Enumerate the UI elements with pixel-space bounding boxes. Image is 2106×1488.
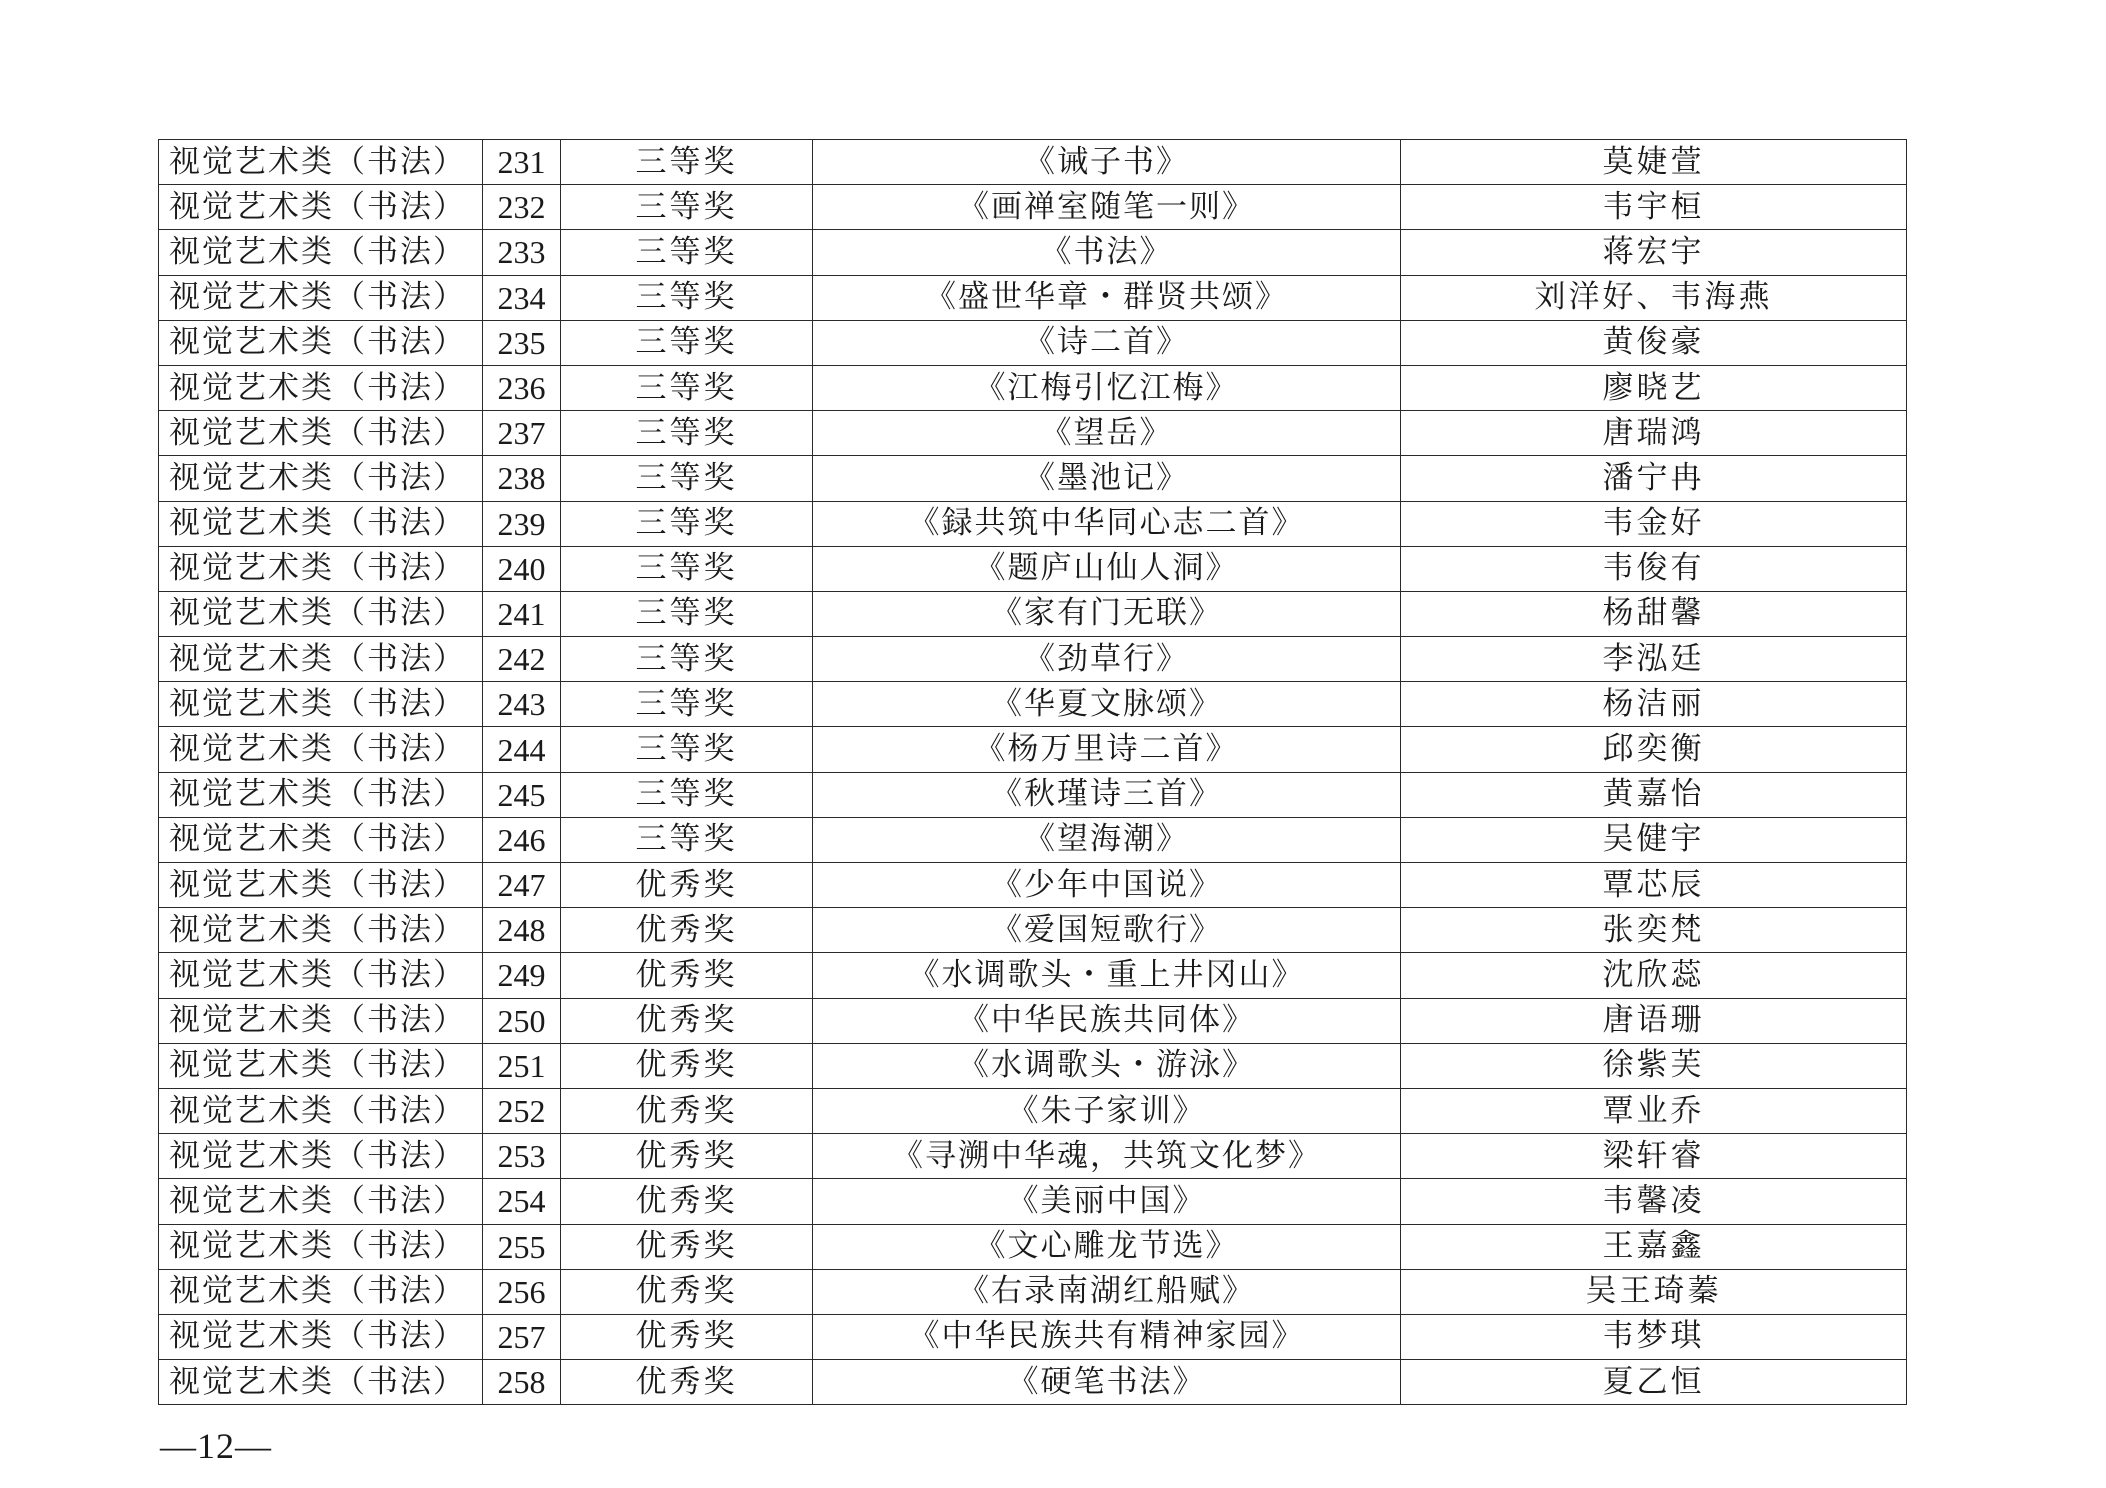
- award-level-cell: 三等奖: [561, 411, 813, 456]
- award-level-cell: 三等奖: [561, 456, 813, 501]
- number-cell: 258: [483, 1360, 561, 1405]
- category-cell: 视觉艺术类（书法）: [159, 1269, 483, 1314]
- number-cell: 239: [483, 501, 561, 546]
- number-cell: 241: [483, 591, 561, 636]
- award-level-cell: 三等奖: [561, 501, 813, 546]
- table-row: [159, 1134, 1907, 1179]
- author-cell: 杨洁丽: [1401, 682, 1907, 727]
- award-level-cell: 三等奖: [561, 727, 813, 772]
- category-cell: 视觉艺术类（书法）: [159, 1134, 483, 1179]
- award-level-cell: 优秀奖: [561, 1314, 813, 1359]
- page-number: —12—: [160, 1426, 272, 1466]
- table-row: [159, 546, 1907, 591]
- table-row: [159, 1314, 1907, 1359]
- number-cell: 233: [483, 230, 561, 275]
- category-cell: 视觉艺术类（书法）: [159, 456, 483, 501]
- category-cell: 视觉艺术类（书法）: [159, 1088, 483, 1133]
- award-level-cell: 优秀奖: [561, 953, 813, 998]
- award-level-cell: 三等奖: [561, 637, 813, 682]
- category-cell: 视觉艺术类（书法）: [159, 230, 483, 275]
- table-row: [159, 1179, 1907, 1224]
- author-cell: 杨甜馨: [1401, 591, 1907, 636]
- category-cell: 视觉艺术类（书法）: [159, 140, 483, 185]
- award-level-cell: 优秀奖: [561, 1179, 813, 1224]
- author-cell: 徐紫芙: [1401, 1043, 1907, 1088]
- award-level-cell: 三等奖: [561, 682, 813, 727]
- work-title-cell: 《诫子书》: [813, 140, 1401, 185]
- award-level-cell: 三等奖: [561, 185, 813, 230]
- author-cell: 沈欣蕊: [1401, 953, 1907, 998]
- work-title-cell: 《诗二首》: [813, 320, 1401, 365]
- table-row: [159, 908, 1907, 953]
- author-cell: 廖晓艺: [1401, 365, 1907, 410]
- work-title-cell: 《録共筑中华同心志二首》: [813, 501, 1401, 546]
- category-cell: 视觉艺术类（书法）: [159, 908, 483, 953]
- author-cell: 覃业乔: [1401, 1088, 1907, 1133]
- author-cell: 黄嘉怡: [1401, 772, 1907, 817]
- award-level-cell: 优秀奖: [561, 998, 813, 1043]
- table-row: [159, 185, 1907, 230]
- work-title-cell: 《硬笔书法》: [813, 1360, 1401, 1405]
- author-cell: 蒋宏宇: [1401, 230, 1907, 275]
- work-title-cell: 《书法》: [813, 230, 1401, 275]
- table-row: [159, 817, 1907, 862]
- number-cell: 253: [483, 1134, 561, 1179]
- number-cell: 256: [483, 1269, 561, 1314]
- table-row: [159, 1088, 1907, 1133]
- award-level-cell: 优秀奖: [561, 1269, 813, 1314]
- table-row: [159, 230, 1907, 275]
- author-cell: 李泓廷: [1401, 637, 1907, 682]
- number-cell: 235: [483, 320, 561, 365]
- number-cell: 238: [483, 456, 561, 501]
- author-cell: 王嘉鑫: [1401, 1224, 1907, 1269]
- author-cell: 吴王琦蓁: [1401, 1269, 1907, 1314]
- work-title-cell: 《画禅室随笔一则》: [813, 185, 1401, 230]
- work-title-cell: 《美丽中国》: [813, 1179, 1401, 1224]
- award-level-cell: 三等奖: [561, 591, 813, 636]
- work-title-cell: 《杨万里诗二首》: [813, 727, 1401, 772]
- number-cell: 243: [483, 682, 561, 727]
- author-cell: 韦俊有: [1401, 546, 1907, 591]
- category-cell: 视觉艺术类（书法）: [159, 1224, 483, 1269]
- work-title-cell: 《江梅引忆江梅》: [813, 365, 1401, 410]
- table-row: [159, 140, 1907, 185]
- award-level-cell: 优秀奖: [561, 1134, 813, 1179]
- category-cell: 视觉艺术类（书法）: [159, 953, 483, 998]
- table-row: [159, 1043, 1907, 1088]
- table-row: [159, 275, 1907, 320]
- category-cell: 视觉艺术类（书法）: [159, 682, 483, 727]
- work-title-cell: 《中华民族共同体》: [813, 998, 1401, 1043]
- category-cell: 视觉艺术类（书法）: [159, 501, 483, 546]
- author-cell: 莫婕萱: [1401, 140, 1907, 185]
- award-level-cell: 三等奖: [561, 772, 813, 817]
- author-cell: 潘宁冉: [1401, 456, 1907, 501]
- category-cell: 视觉艺术类（书法）: [159, 817, 483, 862]
- work-title-cell: 《家有门无联》: [813, 591, 1401, 636]
- award-level-cell: 三等奖: [561, 320, 813, 365]
- number-cell: 242: [483, 637, 561, 682]
- table-row: [159, 863, 1907, 908]
- author-cell: 韦馨凌: [1401, 1179, 1907, 1224]
- work-title-cell: 《劲草行》: [813, 637, 1401, 682]
- category-cell: 视觉艺术类（书法）: [159, 411, 483, 456]
- category-cell: 视觉艺术类（书法）: [159, 1314, 483, 1359]
- category-cell: 视觉艺术类（书法）: [159, 1179, 483, 1224]
- number-cell: 236: [483, 365, 561, 410]
- table-row: [159, 411, 1907, 456]
- work-title-cell: 《盛世华章・群贤共颂》: [813, 275, 1401, 320]
- work-title-cell: 《右录南湖红船赋》: [813, 1269, 1401, 1314]
- awards-table-body: [159, 140, 1907, 1405]
- table-row: [159, 727, 1907, 772]
- award-level-cell: 优秀奖: [561, 908, 813, 953]
- number-cell: 252: [483, 1088, 561, 1133]
- award-level-cell: 三等奖: [561, 275, 813, 320]
- category-cell: 视觉艺术类（书法）: [159, 1360, 483, 1405]
- author-cell: 夏乙恒: [1401, 1360, 1907, 1405]
- author-cell: 张奕梵: [1401, 908, 1907, 953]
- author-cell: 韦宇桓: [1401, 185, 1907, 230]
- work-title-cell: 《秋瑾诗三首》: [813, 772, 1401, 817]
- work-title-cell: 《水调歌头・重上井冈山》: [813, 953, 1401, 998]
- number-cell: 245: [483, 772, 561, 817]
- table-row: [159, 682, 1907, 727]
- category-cell: 视觉艺术类（书法）: [159, 185, 483, 230]
- work-title-cell: 《华夏文脉颂》: [813, 682, 1401, 727]
- category-cell: 视觉艺术类（书法）: [159, 320, 483, 365]
- table-row: [159, 1360, 1907, 1405]
- table-row: [159, 501, 1907, 546]
- category-cell: 视觉艺术类（书法）: [159, 365, 483, 410]
- table-row: [159, 998, 1907, 1043]
- number-cell: 255: [483, 1224, 561, 1269]
- category-cell: 视觉艺术类（书法）: [159, 591, 483, 636]
- work-title-cell: 《爱国短歌行》: [813, 908, 1401, 953]
- number-cell: 231: [483, 140, 561, 185]
- table-row: [159, 772, 1907, 817]
- category-cell: 视觉艺术类（书法）: [159, 546, 483, 591]
- award-level-cell: 优秀奖: [561, 1043, 813, 1088]
- author-cell: 唐瑞鸿: [1401, 411, 1907, 456]
- number-cell: 257: [483, 1314, 561, 1359]
- number-cell: 248: [483, 908, 561, 953]
- table-row: [159, 953, 1907, 998]
- number-cell: 240: [483, 546, 561, 591]
- number-cell: 232: [483, 185, 561, 230]
- table-row: [159, 591, 1907, 636]
- table-row: [159, 456, 1907, 501]
- award-level-cell: 三等奖: [561, 546, 813, 591]
- award-level-cell: 三等奖: [561, 230, 813, 275]
- number-cell: 250: [483, 998, 561, 1043]
- work-title-cell: 《少年中国说》: [813, 863, 1401, 908]
- work-title-cell: 《文心雕龙节选》: [813, 1224, 1401, 1269]
- work-title-cell: 《望岳》: [813, 411, 1401, 456]
- work-title-cell: 《朱子家训》: [813, 1088, 1401, 1133]
- number-cell: 237: [483, 411, 561, 456]
- award-level-cell: 三等奖: [561, 140, 813, 185]
- work-title-cell: 《中华民族共有精神家园》: [813, 1314, 1401, 1359]
- number-cell: 246: [483, 817, 561, 862]
- category-cell: 视觉艺术类（书法）: [159, 727, 483, 772]
- work-title-cell: 《寻溯中华魂，共筑文化梦》: [813, 1134, 1401, 1179]
- table-row: [159, 1224, 1907, 1269]
- award-level-cell: 三等奖: [561, 365, 813, 410]
- work-title-cell: 《望海潮》: [813, 817, 1401, 862]
- category-cell: 视觉艺术类（书法）: [159, 1043, 483, 1088]
- work-title-cell: 《水调歌头・游泳》: [813, 1043, 1401, 1088]
- author-cell: 刘洋好、韦海燕: [1401, 275, 1907, 320]
- number-cell: 254: [483, 1179, 561, 1224]
- number-cell: 244: [483, 727, 561, 772]
- award-level-cell: 优秀奖: [561, 1360, 813, 1405]
- category-cell: 视觉艺术类（书法）: [159, 998, 483, 1043]
- award-level-cell: 优秀奖: [561, 1224, 813, 1269]
- award-level-cell: 优秀奖: [561, 1088, 813, 1133]
- number-cell: 251: [483, 1043, 561, 1088]
- category-cell: 视觉艺术类（书法）: [159, 772, 483, 817]
- author-cell: 唐语珊: [1401, 998, 1907, 1043]
- table-row: [159, 637, 1907, 682]
- award-level-cell: 优秀奖: [561, 863, 813, 908]
- category-cell: 视觉艺术类（书法）: [159, 863, 483, 908]
- author-cell: 覃芯辰: [1401, 863, 1907, 908]
- table-row: [159, 365, 1907, 410]
- category-cell: 视觉艺术类（书法）: [159, 637, 483, 682]
- author-cell: 邱奕衡: [1401, 727, 1907, 772]
- work-title-cell: 《墨池记》: [813, 456, 1401, 501]
- table-row: [159, 1269, 1907, 1314]
- author-cell: 韦梦琪: [1401, 1314, 1907, 1359]
- awards-table: [158, 139, 1907, 1405]
- number-cell: 249: [483, 953, 561, 998]
- award-level-cell: 三等奖: [561, 817, 813, 862]
- author-cell: 吴健宇: [1401, 817, 1907, 862]
- table-row: [159, 320, 1907, 365]
- number-cell: 247: [483, 863, 561, 908]
- category-cell: 视觉艺术类（书法）: [159, 275, 483, 320]
- author-cell: 韦金好: [1401, 501, 1907, 546]
- number-cell: 234: [483, 275, 561, 320]
- work-title-cell: 《题庐山仙人洞》: [813, 546, 1401, 591]
- author-cell: 梁轩睿: [1401, 1134, 1907, 1179]
- author-cell: 黄俊豪: [1401, 320, 1907, 365]
